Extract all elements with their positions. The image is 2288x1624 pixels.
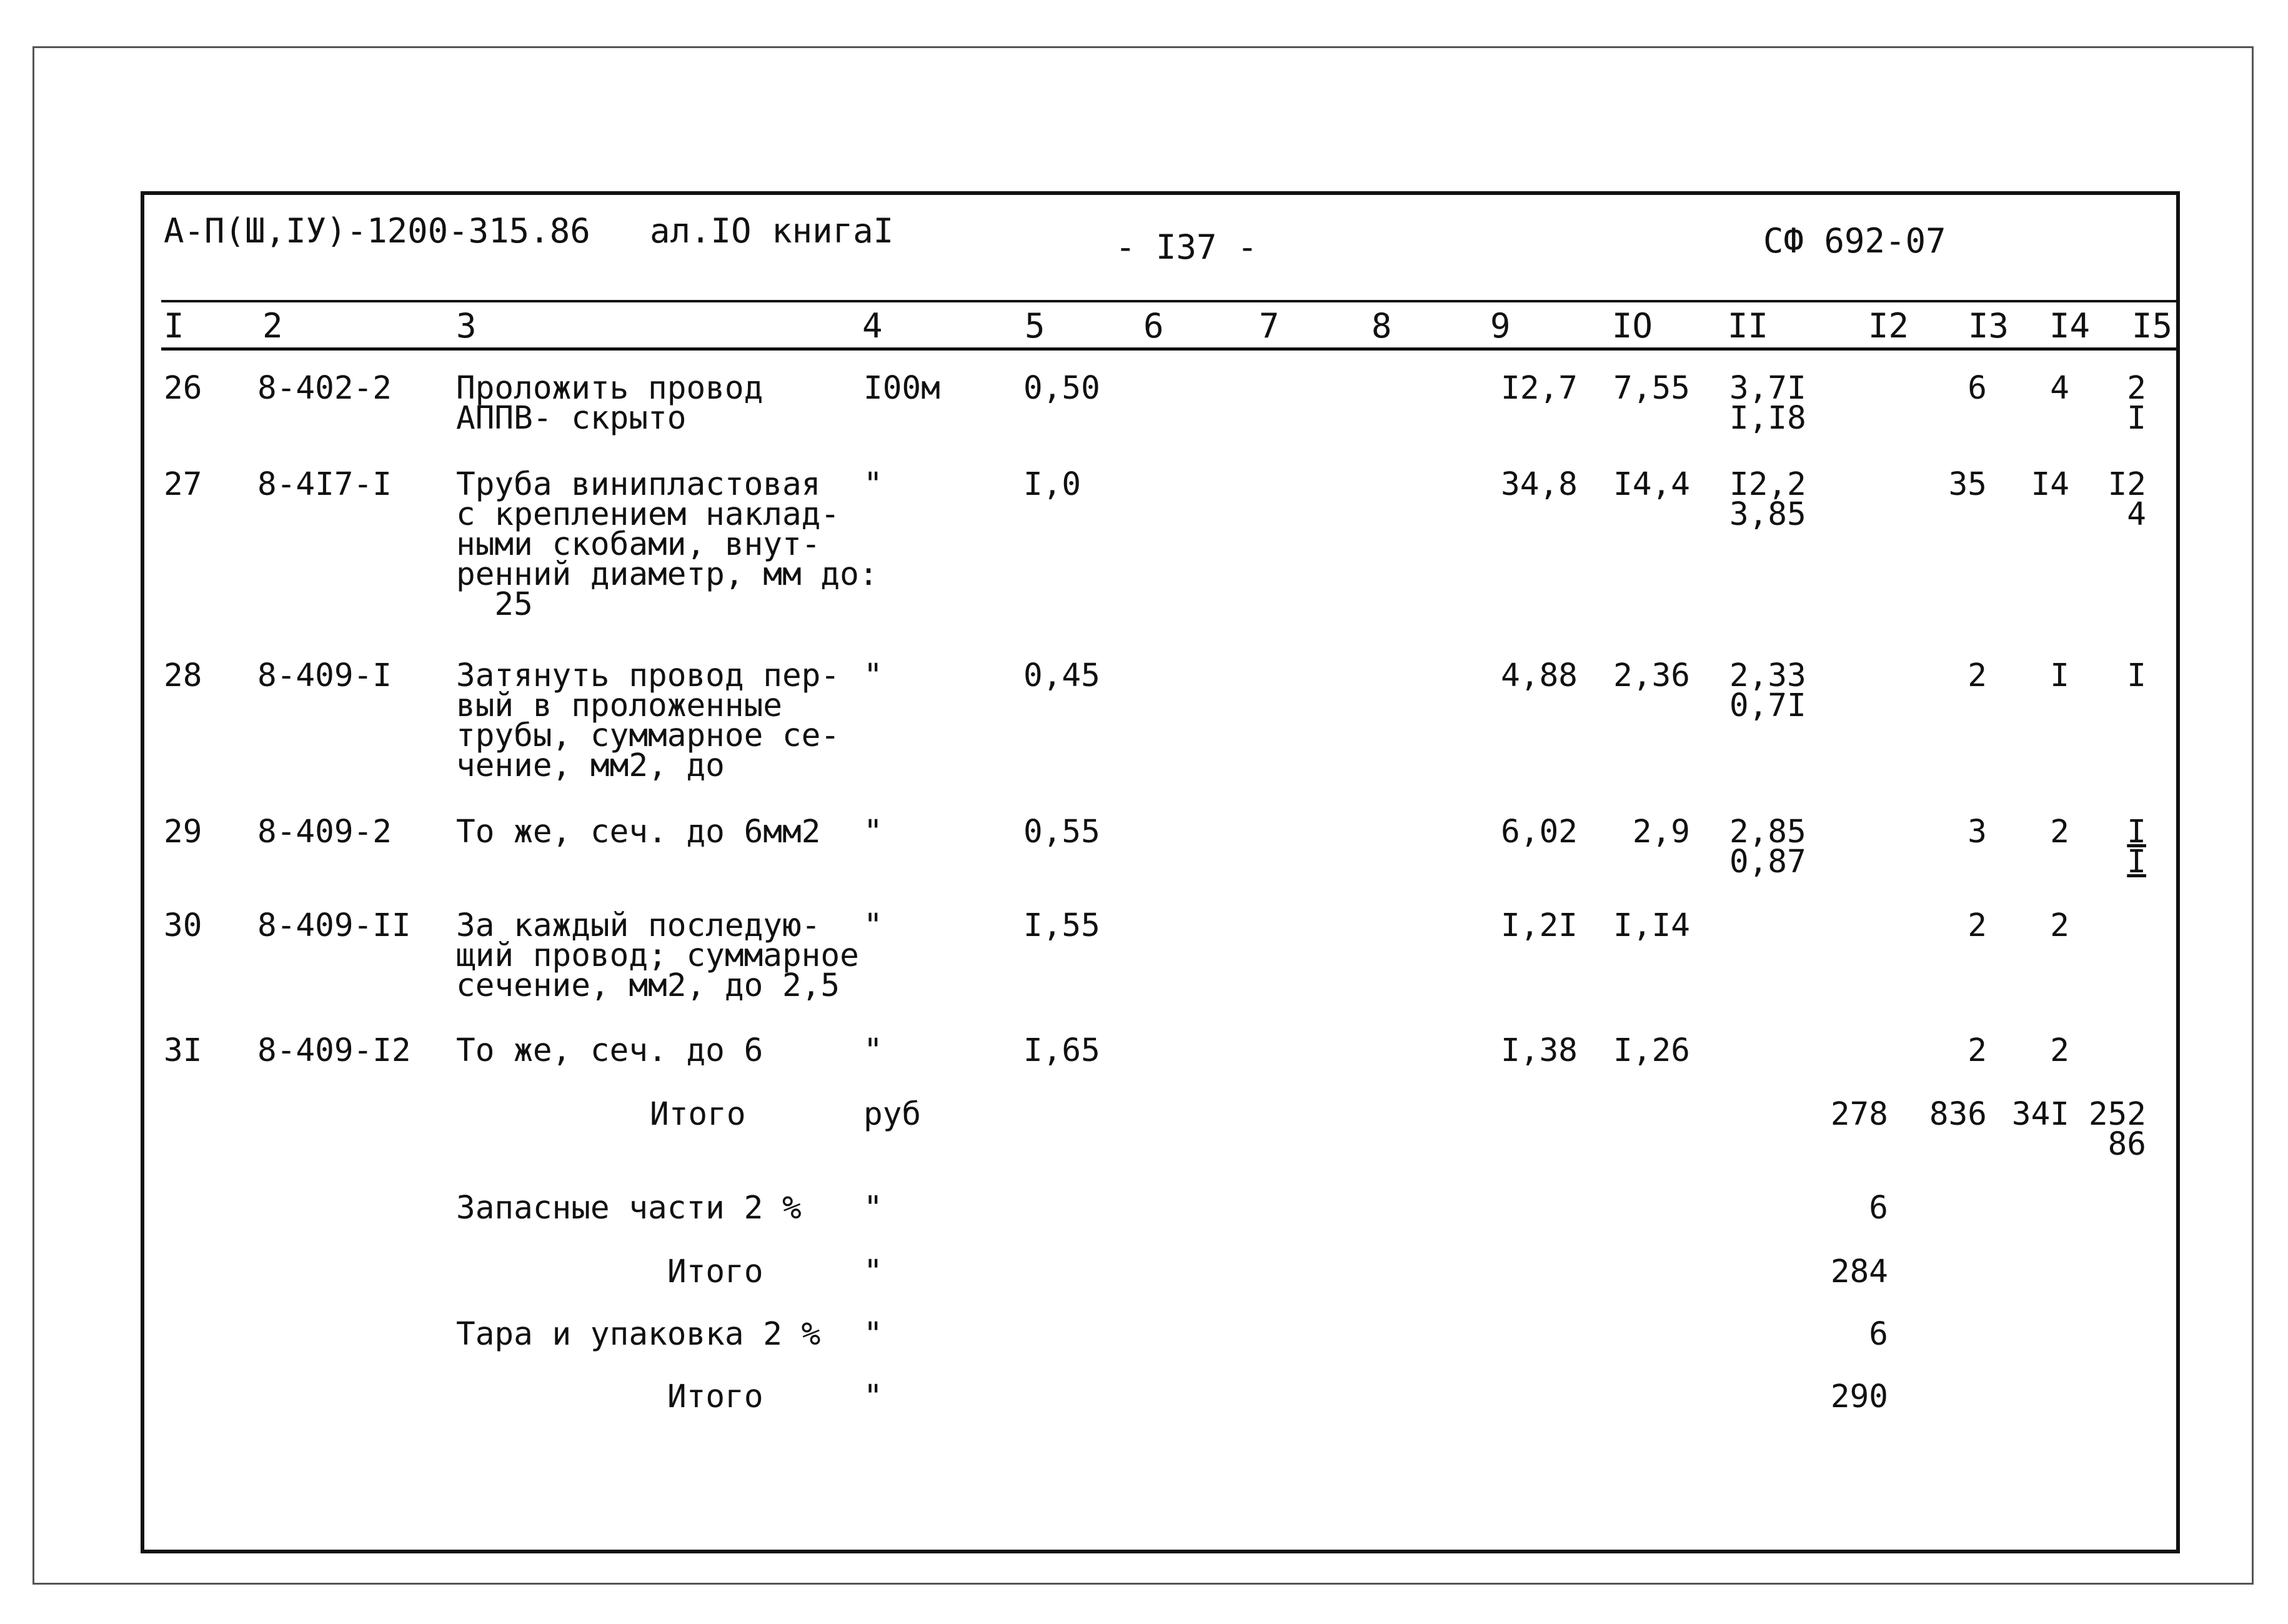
table-cell-c14: I [2050,657,2069,694]
table-cell-c13: 2 [1967,1032,1987,1069]
table-cell-n: 27 [164,466,202,503]
sheet-code: СФ 692-07 [1763,221,1946,261]
table-cell-c5: 0,50 [1023,370,1100,407]
total-label: Итого [667,1253,763,1290]
table-cell-code: 8-409-II [257,907,411,944]
column-header-6: 6 [1143,306,1164,346]
total-unit: руб [863,1096,922,1133]
total-label: Запасные части 2 % [456,1190,802,1227]
total-cell-c13: 836 [1929,1096,1987,1133]
table-cell-c13: 6 [1967,370,1987,407]
table-cell-c13: 2 [1967,657,1987,694]
table-cell-c9: I2,7 [1501,370,1578,407]
table-cell-n: 30 [164,907,202,944]
table-cell-c10: 2,36 [1613,657,1690,694]
table-cell-c9: I,2I [1501,907,1578,944]
table-cell-c9: 4,88 [1501,657,1578,694]
table-cell-c14: 4 [2050,370,2069,407]
table-cell-c11: 3,7I I,I8 [1729,370,1806,437]
table-cell-c10: 7,55 [1613,370,1690,407]
column-header-15: I5 [2132,306,2173,346]
column-header-10: IO [1612,306,1653,346]
total-cell-c12: 6 [1869,1190,1888,1227]
table-cell-c11: 2,85 0,87 [1729,814,1806,880]
total-unit: " [863,1253,883,1290]
column-header-3: 3 [456,306,477,346]
column-header-8: 8 [1371,306,1392,346]
total-label: Тара и упаковка 2 % [456,1316,821,1353]
table-cell-c14: 2 [2050,1032,2069,1069]
table-cell-unit: " [863,466,883,503]
table-cell-c5: 0,45 [1023,657,1100,694]
table-cell-c14: 2 [2050,907,2069,944]
table-cell-code: 8-409-I [257,657,392,694]
table-cell-c10: I,I4 [1613,907,1690,944]
table-cell-c9: 34,8 [1501,466,1578,503]
table-cell-c15: I2 4 [2107,466,2146,533]
table-cell-desc: Затянуть провод пер- вый в проложенные трубы, суммарное се- чение, мм2, до [456,657,840,784]
total-label: Итого [667,1378,763,1415]
table-cell-c10: I,26 [1613,1032,1690,1069]
column-header-12: I2 [1868,306,1909,346]
table-cell-c9: 6,02 [1501,814,1578,850]
album-book: ал.IO книгаI [650,211,894,251]
table-cell-unit: " [863,1032,883,1069]
table-cell-code: 8-4I7-I [257,466,392,503]
table-cell-c15: I [2127,657,2146,694]
table-cell-c13: 35 [1948,466,1987,503]
table-cell-desc: За каждый последую- щий провод; суммарное сечение, мм2, до 2,5 [456,907,859,1004]
table-cell-c5: I,0 [1023,466,1082,503]
table-cell-code: 8-402-2 [257,370,392,407]
table-cell-c10: I4,4 [1613,466,1690,503]
table-cell-c15: I I [2127,814,2146,880]
table-cell-c14: I4 [2031,466,2069,503]
total-unit: " [863,1190,883,1227]
table-cell-c13: 3 [1967,814,1987,850]
column-header-14: I4 [2049,306,2091,346]
table-cell-code: 8-409-2 [257,814,392,850]
table-cell-unit: " [863,907,883,944]
total-unit: " [863,1378,883,1415]
column-header-2: 2 [262,306,283,346]
table-cell-c5: 0,55 [1023,814,1100,850]
header-top-rule [161,300,2179,302]
document-code: А-П(Ш,IУ)-1200-315.86 [164,211,590,251]
total-unit: " [863,1316,883,1353]
table-cell-c11: I2,2 3,85 [1729,466,1806,533]
table-cell-c5: I,65 [1023,1032,1100,1069]
table-cell-c13: 2 [1967,907,1987,944]
table-cell-c9: I,38 [1501,1032,1578,1069]
total-cell-c12: 284 [1830,1253,1888,1290]
table-cell-code: 8-409-I2 [257,1032,411,1069]
table-cell-unit: I00м [863,370,940,407]
column-header-4: 4 [862,306,883,346]
column-header-1: I [164,306,184,346]
table-cell-unit: " [863,657,883,694]
table-cell-c14: 2 [2050,814,2069,850]
total-cell-c15: 252 86 [2088,1096,2146,1163]
table-cell-n: 29 [164,814,202,850]
column-header-5: 5 [1025,306,1045,346]
total-cell-c12: 278 [1830,1096,1888,1133]
column-header-11: II [1728,306,1769,346]
page-number: - I37 - [1115,227,1258,267]
header-bottom-rule [161,347,2179,351]
column-header-9: 9 [1490,306,1511,346]
table-cell-n: 28 [164,657,202,694]
table-cell-c15: 2 I [2127,370,2146,437]
table-cell-c11: 2,33 0,7I [1729,657,1806,724]
table-cell-desc: Проложить провод АППВ- скрыто [456,370,763,437]
total-cell-c12: 290 [1830,1378,1888,1415]
table-cell-desc: То же, сеч. до 6 [456,1032,763,1069]
table-cell-c10: 2,9 [1632,814,1690,850]
table-cell-n: 26 [164,370,202,407]
total-cell-c12: 6 [1869,1316,1888,1353]
total-cell-c14: 34I [2011,1096,2069,1133]
table-cell-desc: Труба винипластовая с креплением наклад- ными скобами, внут- ренний диаметр, мм до: 25 [456,466,878,623]
column-header-13: I3 [1968,306,2009,346]
table-cell-c5: I,55 [1023,907,1100,944]
total-label: Итого [650,1096,746,1133]
table-cell-unit: " [863,814,883,850]
table-cell-n: 3I [164,1032,202,1069]
table-cell-desc: То же, сеч. до 6мм2 [456,814,821,850]
column-header-7: 7 [1259,306,1280,346]
